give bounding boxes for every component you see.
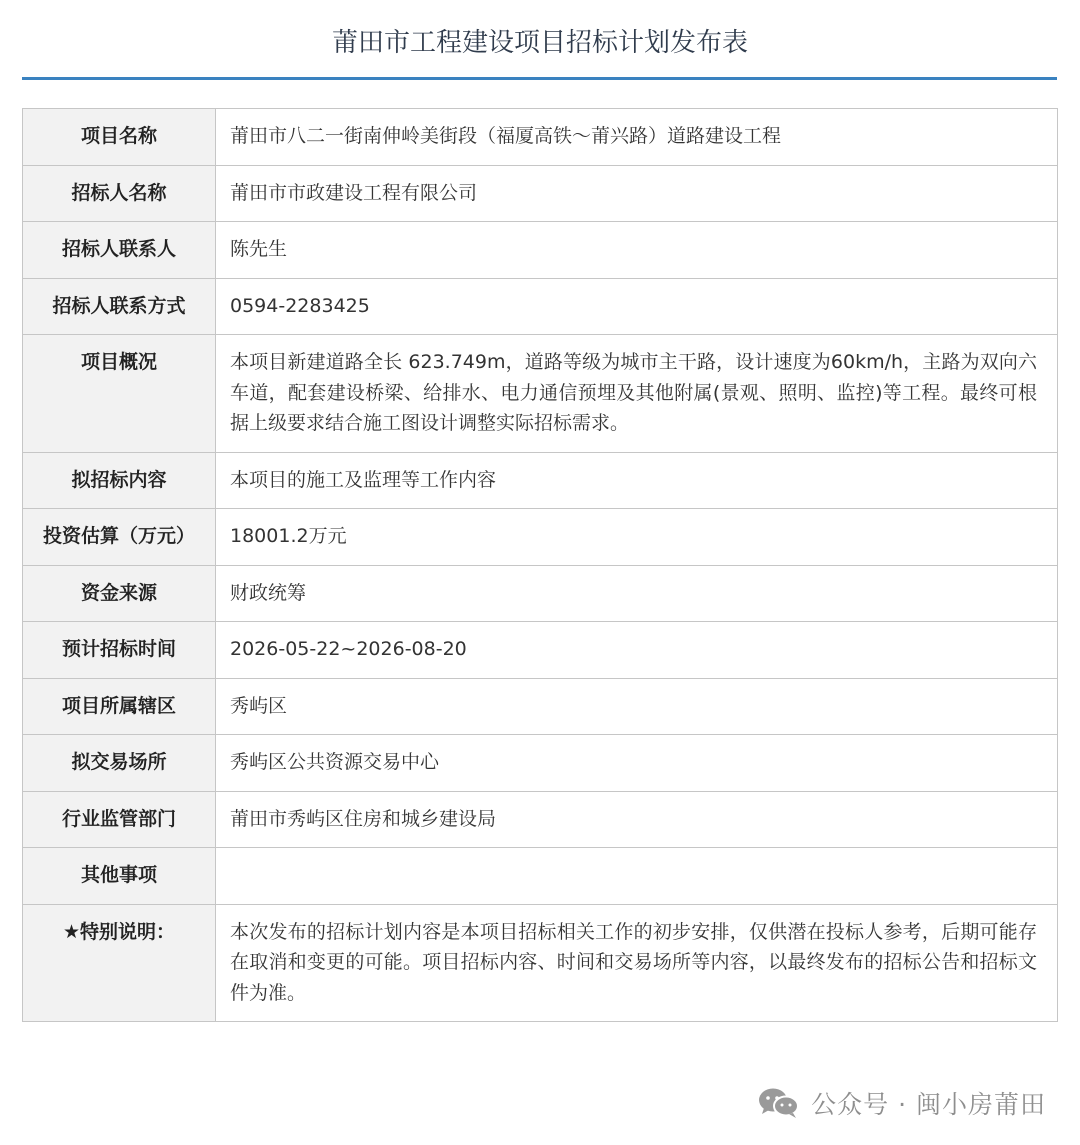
row-value: 秀屿区公共资源交易中心 — [216, 735, 1058, 792]
row-label: 行业监管部门 — [23, 791, 216, 848]
row-label: 拟交易场所 — [23, 735, 216, 792]
table-row — [23, 904, 1058, 1022]
row-label: 投资估算（万元） — [23, 509, 216, 566]
watermark-text: 公众号 · 闽小房莆田 — [811, 1090, 1046, 1119]
row-value: 本项目的施工及监理等工作内容 — [216, 452, 1058, 509]
page-title: 莆田市工程建设项目招标计划发布表 — [331, 28, 748, 58]
row-value: 0594-2283425 — [216, 278, 1058, 335]
wechat-icon — [757, 1087, 801, 1119]
row-value: 莆田市市政建设工程有限公司 — [216, 165, 1058, 222]
row-value: 2026-05-22~2026-08-20 — [216, 622, 1058, 679]
title-divider — [22, 77, 1057, 80]
table-row — [23, 278, 1058, 335]
row-label: 拟招标内容 — [23, 452, 216, 509]
tender-plan-table — [22, 108, 1058, 1022]
table-row — [23, 565, 1058, 622]
row-value: 莆田市秀屿区住房和城乡建设局 — [216, 791, 1058, 848]
table-row — [23, 622, 1058, 679]
row-label: 项目所属辖区 — [23, 678, 216, 735]
row-label: 招标人联系人 — [23, 222, 216, 279]
row-value: 18001.2万元 — [216, 509, 1058, 566]
row-label: ★特别说明： — [23, 904, 216, 1022]
row-value: 本次发布的招标计划内容是本项目招标相关工作的初步安排，仅供潜在投标人参考，后期可能存在取消和变更的可能。项目招标内容、时间和交易场所等内容，以最终发布的招标公告和招标文件为准。 — [216, 904, 1058, 1022]
row-label: 其他事项 — [23, 848, 216, 905]
row-label: 招标人联系方式 — [23, 278, 216, 335]
table-row — [23, 509, 1058, 566]
table-row — [23, 452, 1058, 509]
table-row — [23, 678, 1058, 735]
watermark — [757, 1086, 1046, 1120]
row-value: 莆田市八二一街南伸岭美街段（福厦高铁～莆兴路）道路建设工程 — [216, 109, 1058, 166]
table-row — [23, 222, 1058, 279]
row-label: 招标人名称 — [23, 165, 216, 222]
table-row — [23, 165, 1058, 222]
table-row — [23, 109, 1058, 166]
table-row — [23, 335, 1058, 453]
table-row — [23, 848, 1058, 905]
row-label: 资金来源 — [23, 565, 216, 622]
row-label: 预计招标时间 — [23, 622, 216, 679]
table-row — [23, 735, 1058, 792]
row-label: 项目概况 — [23, 335, 216, 453]
row-label: 项目名称 — [23, 109, 216, 166]
row-value: 本项目新建道路全长 623.749m，道路等级为城市主干路，设计速度为60km/h，主路为双向六车道，配套建设桥梁、给排水、电力通信预埋及其他附属(景观、照明、监控)等工程。最终可根据上级要求结合施工图设计调整实际招标需求。 — [216, 335, 1058, 453]
row-value — [216, 848, 1058, 905]
table-row — [23, 791, 1058, 848]
row-value: 陈先生 — [216, 222, 1058, 279]
row-value: 财政统筹 — [216, 565, 1058, 622]
row-value: 秀屿区 — [216, 678, 1058, 735]
